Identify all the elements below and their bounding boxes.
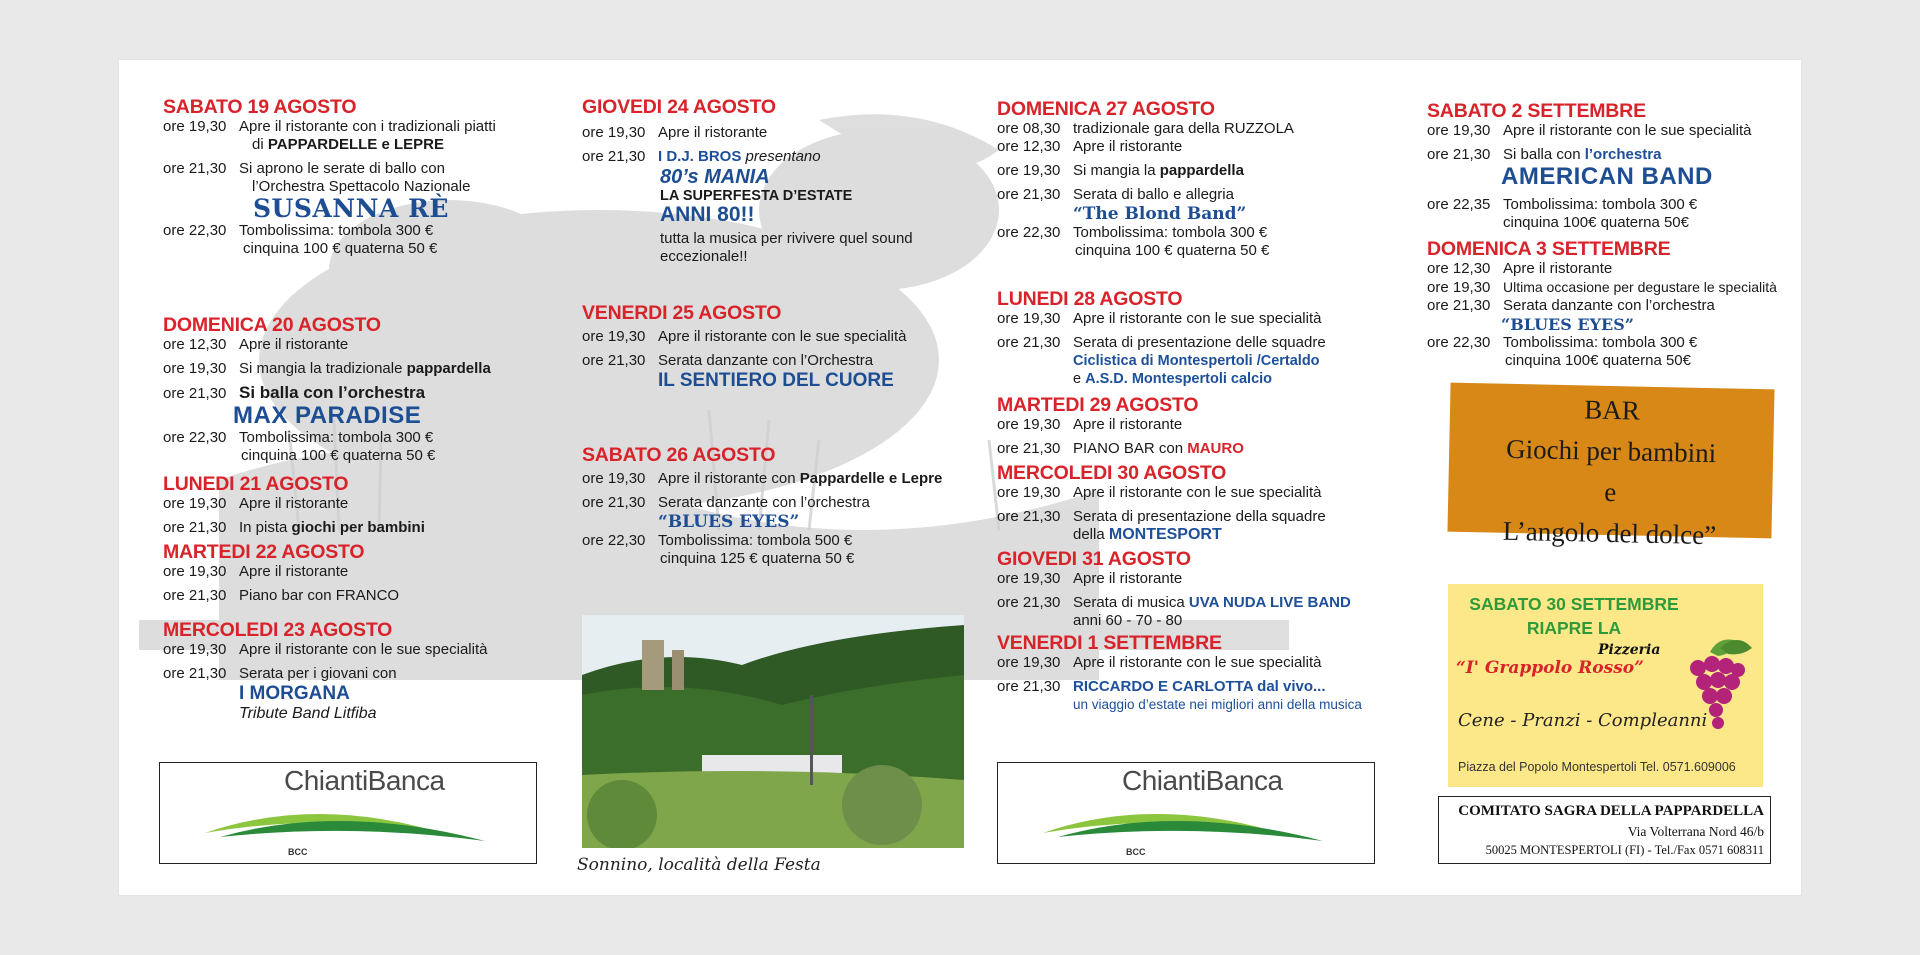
day-title: DOMENICA 20 AGOSTO — [163, 314, 381, 336]
day-title: LUNEDI 21 AGOSTO — [163, 473, 349, 495]
bar-title: BAR — [1583, 394, 1641, 426]
day-title: LUNEDI 28 AGOSTO — [997, 288, 1183, 310]
day-title: MERCOLEDI 23 AGOSTO — [163, 619, 393, 641]
day-title: MARTEDI 29 AGOSTO — [997, 394, 1199, 416]
dish-name: PAPPARDELLE e LEPRE — [267, 136, 444, 153]
brochure-sheet — [119, 60, 1801, 895]
band-name: “The Blond Band” — [1073, 204, 1247, 224]
pizzeria-label: Pizzeria — [1598, 642, 1661, 658]
day-title: SABATO 2 SETTEMBRE — [1427, 100, 1646, 122]
column-3: DOMENICA 27 AGOSTO ore 08,30 tradizionale gara della RUZZOLA ore 12,30 Apre il ristorante ore 19,30 Si mangia la pappardella ore 21,30 Serata di ballo e allegria “The Blond Band” ore 22,30 Tombolissima: tombola 300 € cinquina 100 € quaterna 50 € LUNEDI 28 AGOSTO ore 19,30 Apre il ristorante con le sue specialità ore 21,30 Serata di presentazione delle squadre Ciclistica di Montespertoli /Certaldo e A.S.D. Montespertoli calcio MARTEDI 29 AGOSTO ore 19,30 Apre il ristorante ore 21,30 PIANO BAR con MAURO MERCOLEDI 30 AGOSTO ore 19,30 Apre il ristorante con le sue specialità ore 21,30 Serata di presentazione della squadre della MONTESPORT GIOVEDI 31 AGOSTO ore 19,30 Apre il ristorante ore 21,30 Serata di musica UVA NUDA LIVE BAND anni 60 - 70 - 80 VENERDI 1 SETTEMBRE ore 19,30 Apre il ristorante con le sue specialità ore 21,30 RICCARDO E CARLOTTA dal vivo... un viaggio d’estate nei migliori anni della musica — [997, 98, 1397, 714]
bcc-mark: BCC — [288, 847, 308, 857]
pizzeria-name: “I' Grappolo Rosso” — [1456, 658, 1644, 678]
band-name: SUSANNA RÈ — [253, 194, 449, 223]
organizer-address: Via Volterrana Nord 46/b — [1627, 824, 1764, 839]
pizzeria-address: Piazza del Popolo Montespertoli Tel. 0571.609006 — [1458, 760, 1736, 774]
band-name: “BLUES EYES” — [1501, 315, 1634, 334]
time: ore 19,30 — [163, 118, 227, 135]
day-title: MERCOLEDI 30 AGOSTO — [997, 462, 1227, 484]
day-title: DOMENICA 3 SETTEMBRE — [1427, 238, 1671, 260]
organizer-contact: 50025 MONTESPERTOLI (FI) - Tel./Fax 0571 608311 — [1485, 843, 1764, 857]
day-title: VENERDI 1 SETTEMBRE — [997, 632, 1222, 654]
pizzeria-ad: SABATO 30 SETTEMBRE RIAPRE LA Pizzeria “I' Grappolo Rosso” Cene - Pranzi - Compleanni Piazza del Popolo Montespertoli Tel. 0571.609006 — [1448, 584, 1763, 787]
bcc-mark: BCC — [1126, 847, 1146, 857]
organizer-box — [1438, 796, 1771, 864]
column-1: SABATO 19 AGOSTO ore 19,30 Apre il ristorante con i tradizionali piatti di PAPPARDELLE e LEPRE ore 21,30 Si aprono le serate di ballo con l’Orchestra Spettacolo Nazionale SUSANNA RÈ ore 22,30 Tombolissima: tombola 300 € cinquina 100 € quaterna 50 € DOMENICA 20 AGOSTO ore 12,30 Apre il ristorante ore 19,30 Si mangia la tradizionale pappardella ore 21,30 Si balla con l’orchestra MAX PARADISE ore 22,30 Tombolissima: tombola 300 € cinquina 100 € quaterna 50 € LUNEDI 21 AGOSTO ore 19,30 Apre il ristorante ore 21,30 In pista giochi per bambini MARTEDI 22 AGOSTO ore 19,30 Apre il ristorante ore 21,30 Piano bar con FRANCO MERCOLEDI 23 AGOSTO ore 19,30 Apre il ristorante con le sue specialità ore 21,30 Serata per i giovani con I MORGANA Tribute Band Litfiba — [163, 96, 543, 723]
sponsor-logo-box — [997, 762, 1375, 864]
day-title: SABATO 19 AGOSTO — [163, 96, 357, 118]
photo-caption: Sonnino, località della Festa — [577, 855, 821, 875]
reopen-date: SABATO 30 SETTEMBRE — [1469, 594, 1679, 614]
day-title: GIOVEDI 24 AGOSTO — [582, 96, 776, 118]
column-2: GIOVEDI 24 AGOSTO ore 19,30 Apre il ristorante ore 21,30 I D.J. BROS presentano 80’s MANIA LA SUPERFESTA D’ESTATE ANNI 80!! tutta la musica per rivivere quel sound eccezionale!! VENERDI 25 AGOSTO ore 19,30 Apre il ristorante con le sue specialità ore 21,30 Serata danzante con l’Orchestra IL SENTIERO DEL CUORE SABATO 26 AGOSTO ore 19,30 Apre il ristorante con Pappardelle e Lepre ore 21,30 Serata danzante con l’orchestra “BLUES EYES” ore 22,30 Tombolissima: tombola 500 € cinquina 125 € quaterna 50 € — [582, 96, 982, 568]
sponsor-name: ChiantiBanca — [284, 765, 445, 796]
venue-photo — [582, 615, 964, 848]
pizzeria-services: Cene - Pranzi - Compleanni — [1458, 710, 1708, 731]
bank-logo-icon — [1038, 793, 1338, 843]
band-name: “BLUES EYES” — [658, 512, 800, 532]
bank-logo-icon — [200, 793, 500, 843]
band-name: I MORGANA — [239, 683, 350, 704]
band-name: MAX PARADISE — [233, 402, 422, 429]
day-title: VENERDI 25 AGOSTO — [582, 302, 782, 324]
organizer-name: COMITATO SAGRA DELLA PAPPARDELLA — [1458, 803, 1764, 819]
sponsor-logo-box — [159, 762, 537, 864]
band-name: AMERICAN BAND — [1501, 163, 1713, 190]
bar-promo-box: BAR Giochi per bambini e L’angolo del dolce” — [1447, 383, 1774, 539]
event-text: Apre il ristorante con i tradizionali piatti — [239, 118, 496, 135]
sponsor-name: ChiantiBanca — [1122, 765, 1283, 796]
day-title: GIOVEDI 31 AGOSTO — [997, 548, 1191, 570]
event-headline: 80’s MANIA — [660, 166, 770, 188]
column-4: SABATO 2 SETTEMBRE ore 19,30 Apre il ristorante con le sue specialità ore 21,30 Si balla con l’orchestra AMERICAN BAND ore 22,35 Tombolissima: tombola 300 € cinquina 100€ quaterna 50€ DOMENICA 3 SETTEMBRE ore 12,30 Apre il ristorante ore 19,30 Ultima occasione per degustare le specialità ore 21,30 Serata danzante con l’orchestra “BLUES EYES” ore 22,30 Tombolissima: tombola 300 € cinquina 100€ quaterna 50€ — [1427, 100, 1787, 370]
day-title: SABATO 26 AGOSTO — [582, 444, 776, 466]
band-name: IL SENTIERO DEL CUORE — [658, 370, 894, 391]
day-title: MARTEDI 22 AGOSTO — [163, 541, 365, 563]
day-title: DOMENICA 27 AGOSTO — [997, 98, 1215, 120]
